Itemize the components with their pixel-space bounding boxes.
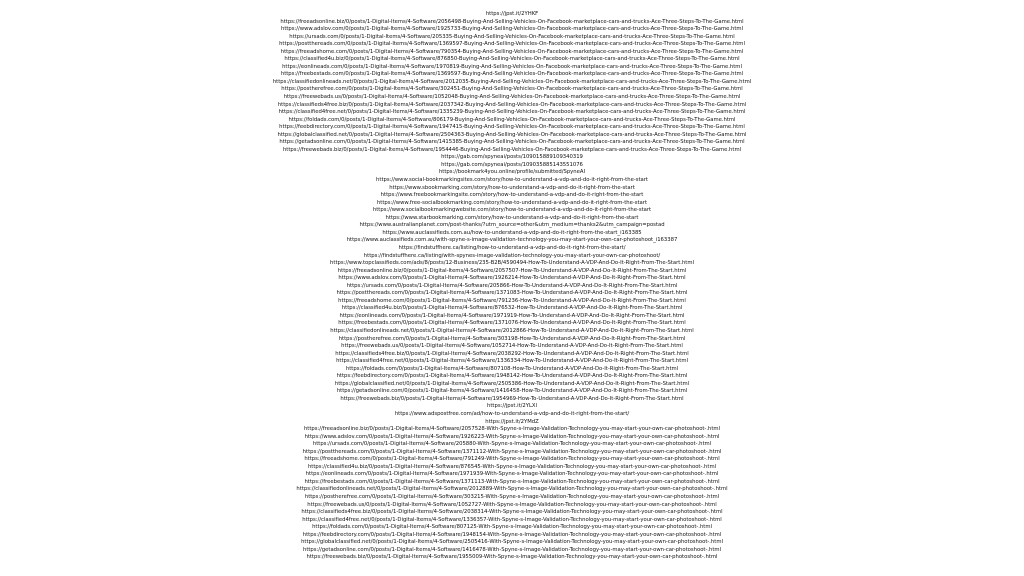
- url-line: https://gab.com/spyneai/posts/109035885143551076: [441, 161, 583, 168]
- url-line: https://freeadsonline.biz/0/posts/1-Digital-Items/4-Software/2057528-With-Spyne-s-Image-Validation-Technology-you-may-start-your-own-car-photoshoot-.html: [303, 426, 721, 433]
- url-line: https://postthereads.com/0/posts/1-Digital-Items/4-Software/1369597-Buying-And-Selling-Vehicles-On-Facebook-marketplace-cars-and-trucks-Ace-Three-Steps-To-The-Game.html: [279, 41, 745, 48]
- url-line: https://www.free-socialbookmarking.com/story/how-to-understand-a-vdp-and-do-it-right-from-the-start: [376, 199, 648, 206]
- url-line: https://classified4free.net/0/posts/1-Digital-Items/4-Software/1336334-How-To-Understand-A-VDP-And-Do-It-Right-From-The-Start.html: [336, 358, 688, 365]
- url-line: https://foldads.com/0/posts/1-Digital-Items/4-Software/806179-Buying-And-Selling-Vehicles-On-Facebook-marketplace-cars-and-trucks-Ace-Three-Steps-To-The-Game.html: [288, 116, 736, 123]
- url-line: https://classifieds4free.biz/0/posts/1-Digital-Items/4-Software/2038292-How-To-Understand-A-VDP-And-Do-It-Right-From-The-Start.html: [335, 350, 689, 357]
- url-line: https://jpst.it/2YHKF: [485, 11, 539, 17]
- url-line: https://jpst.it/2YLXl: [487, 403, 537, 410]
- url-line: https://feebdirectory.com/0/posts/1-Digital-Items/4-Software/1948154-With-Spyne-s-Image-Validation-Technology-you-may-start-your-own-car-photoshoot-.html: [302, 531, 722, 538]
- url-line: https://freewebads.biz/0/posts/1-Digital-Items/4-Software/1955009-With-Spyne-s-Image-Validation-Technology-you-may-start-your-own-car-photoshoot-.html: [306, 554, 718, 561]
- url-line: https://globalclassified.net/0/posts/1-Digital-Items/4-Software/2505416-With-Spyne-s-Image-Validation-Technology-you-may-start-your-own-car-photoshoot-.html: [301, 539, 723, 546]
- url-line: https://foldads.com/0/posts/1-Digital-Items/4-Software/807108-How-To-Understand-A-VDP-And-Do-It-Right-From-The-Start.html: [345, 365, 679, 372]
- url-line: https://globalclassified.net/0/posts/1-Digital-Items/4-Software/2504363-Buying-And-Selling-Vehicles-On-Facebook-marketplace-cars-and-trucks-Ace-Three-Steps-To-The-Game.html: [277, 131, 747, 138]
- url-line: https://freewebads.biz/0/posts/1-Digital-Items/4-Software/1954969-How-To-Understand-A-VDP-And-Do-It-Right-From-The-Start.html: [340, 395, 684, 402]
- url-line: https://freeadsonline.biz/0/posts/1-Digital-Items/4-Software/2057507-How-To-Understand-A-VDP-And-Do-It-Right-From-The-Start.html: [337, 267, 687, 274]
- url-line: https://gab.com/spyneai/posts/109015889109340319: [441, 154, 583, 161]
- url-line: https://www.australianplanet.com/post-thanks/?utm_source=other&utm_medium=thanks2&utm_campaign=postad: [359, 222, 665, 229]
- url-line: https://findstuffhere.ca/listing/with-spynes-image-validation-technology-you-may-start-your-own-car-photoshoot/: [363, 252, 661, 259]
- url-line: https://postthereads.com/0/posts/1-Digital-Items/4-Software/1371083-How-To-Understand-A-VDP-And-Do-It-Right-From-The-Start.html: [336, 290, 688, 297]
- url-line: https://www.social-bookmarkingsites.com/story/how-to-understand-a-vdp-and-do-it-right-from-the-start: [376, 177, 648, 184]
- url-line: https://classifiedonlineads.net/0/posts/1-Digital-Items/4-Software/2012889-With-Spyne-s-Image-Validation-Technology-you-may-start-your-own-car-photoshoot-.html: [296, 486, 728, 493]
- url-line: https://ursads.com/0/posts/1-Digital-Items/4-Software/205880-With-Spyne-s-Image-Validation-Technology-you-may-start-your-own-car-photoshoot-.html: [312, 441, 712, 448]
- url-line: https://classified4u.biz/0/posts/1-Digital-Items/4-Software/876532-How-To-Understand-A-VDP-And-Do-It-Right-From-The-Start.html: [341, 305, 683, 312]
- url-line: https://www.adslov.com/0/posts/1-Digital-Items/4-Software/1926223-With-Spyne-s-Image-Validation-Technology-you-may-start-your-own-car-photoshoot-.html: [304, 433, 720, 440]
- url-line: https://postherefree.com/0/posts/1-Digital-Items/4-Software/303198-How-To-Understand-A-VDP-And-Do-It-Right-From-The-Start.html: [338, 335, 686, 342]
- url-line: https://www.starbookmarking.com/story/how-to-understand-a-vdp-and-do-it-right-from-the-start: [385, 214, 639, 221]
- url-line: https://www.socialbookmarkingwebsite.com/story/how-to-understand-a-vdp-and-do-it-right-from-the-start: [372, 207, 652, 214]
- url-line: https://freewebads.us/0/posts/1-Digital-Items/4-Software/1052048-Buying-And-Selling-Vehicles-On-Facebook-marketplace-cars-and-trucks-Ace-Three-Steps-To-The-Game.html: [283, 94, 741, 101]
- url-line: https://freeadshome.com/0/posts/1-Digital-Items/4-Software/790354-Buying-And-Selling-Vehicles-On-Facebook-marketplace-cars-and-trucks-Ace-Three-Steps-To-The-Game.html: [280, 48, 744, 55]
- url-line: https://freeadsonline.biz/0/posts/1-Digital-Items/4-Software/2056498-Buying-And-Selling-Vehicles-On-Facebook-marketplace-cars-and-trucks-Ace-Three-Steps-To-The-Game.html: [280, 18, 744, 25]
- url-line: https://postherefree.com/0/posts/1-Digital-Items/4-Software/303215-With-Spyne-s-Image-Validation-Technology-you-may-start-your-own-car-photoshoot-.html: [304, 494, 720, 500]
- url-line: https://ursads.com/0/posts/1-Digital-Items/4-Software/205866-How-To-Understand-A-VDP-And-Do-It-Right-From-The-Start.html: [346, 282, 678, 289]
- url-line: https://foldads.com/0/posts/1-Digital-Items/4-Software/807125-With-Spyne-s-Image-Validation-Technology-you-may-start-your-own-car-photoshoot-.html: [312, 524, 712, 531]
- url-line: https://classifiedonlineads.net/0/posts/1-Digital-Items/4-Software/2012866-How-To-Understand-A-VDP-And-Do-It-Right-From-The-Start.html: [330, 327, 694, 334]
- url-line: https://eonlineads.com/0/posts/1-Digital-Items/4-Software/1971939-With-Spyne-s-Image-Validation-Technology-you-may-start-your-own-car-photoshoot-.html: [305, 471, 719, 478]
- url-line: https://freebestads.com/0/posts/1-Digital-Items/4-Software/1369597-Buying-And-Selling-Vehicles-On-Facebook-marketplace-cars-and-trucks-Ace-Three-Steps-To-The-Game.html: [280, 71, 744, 78]
- url-line: https://classifiedonlineads.net/0/posts/1-Digital-Items/4-Software/2012035-Buying-And-Selling-Vehicles-On-Facebook-marketplace-cars-and-trucks-Ace-Three-Steps-To-The-Game.html: [272, 78, 752, 85]
- url-line: https://freebestads.com/0/posts/1-Digital-Items/4-Software/1371076-How-To-Understand-A-VDP-And-Do-It-Right-From-The-Start.html: [338, 320, 686, 327]
- url-line: https://freewebads.biz/0/posts/1-Digital-Items/4-Software/1954446-Buying-And-Selling-Vehicles-On-Facebook-marketplace-cars-and-trucks-Ace-Three-Steps-To-The-Game.html: [282, 146, 742, 153]
- url-line: https://ursads.com/0/posts/1-Digital-Items/4-Software/205335-Buying-And-Selling-Vehicles-On-Facebook-marketplace-cars-and-trucks-Ace-Three-Steps-To-The-Game.html: [289, 33, 735, 40]
- url-line: https://feebdirectory.com/0/posts/1-Digital-Items/4-Software/1948142-How-To-Understand-A-VDP-And-Do-It-Right-From-The-Start.html: [336, 373, 688, 380]
- url-line: https://www.auclassifieds.com.au/how-to-understand-a-vdp-and-do-it-right-from-the-start_i163385: [382, 229, 642, 236]
- document-page: [0, 11, 1024, 571]
- url-line: https://classified4u.biz/0/posts/1-Digital-Items/4-Software/876545-With-Spyne-s-Image-Validation-Technology-you-may-start-your-own-car-photoshoot-.html: [307, 463, 717, 470]
- url-line: https://classifieds4free.biz/0/posts/1-Digital-Items/4-Software/2037342-Buying-And-Selling-Vehicles-On-Facebook-marketplace-cars-and-trucks-Ace-Three-Steps-To-The-Game.html: [277, 101, 747, 108]
- url-line: https://postherefree.com/0/posts/1-Digital-Items/4-Software/302451-Buying-And-Selling-Vehicles-On-Facebook-marketplace-cars-and-trucks-Ace-Three-Steps-To-The-Game.html: [281, 86, 743, 93]
- url-line: https://getadsonline.com/0/posts/1-Digital-Items/4-Software/1416458-How-To-Understand-A-VDP-And-Do-It-Right-From-The-Start.html: [336, 388, 688, 395]
- url-line: https://www.sbookmarking.com/story/how-to-understand-a-vdp-and-do-it-right-from-the-start: [389, 184, 635, 191]
- url-line: https://freeadshome.com/0/posts/1-Digital-Items/4-Software/791236-How-To-Understand-A-VDP-And-Do-It-Right-From-The-Start.html: [338, 297, 686, 304]
- url-line: https://bookmark4you.online/profile/submitted/SpyneAI: [438, 169, 586, 176]
- url-line: https://findstuffhere.ca/listing/how-to-understand-a-vdp-and-do-it-right-from-the-start/: [398, 244, 626, 251]
- url-line: https://classified4free.net/0/posts/1-Digital-Items/4-Software/1336357-With-Spyne-s-Image-Validation-Technology-you-may-start-your-own-car-photoshoot-.html: [302, 516, 722, 523]
- url-line: https://www.adslov.com/0/posts/1-Digital-Items/4-Software/1925733-Buying-And-Selling-Vehicles-On-Facebook-marketplace-cars-and-trucks-Ace-Three-Steps-To-The-Game.html: [280, 26, 744, 33]
- url-line: https://classified4free.net/0/posts/1-Digital-Items/4-Software/1335239-Buying-And-Selling-Vehicles-On-Facebook-marketplace-cars-and-trucks-Ace-Three-Steps-To-The-Game.html: [278, 109, 746, 116]
- url-line: https://jpst.it/2YMdZ: [485, 418, 539, 425]
- url-line: https://eonlineads.com/0/posts/1-Digital-Items/4-Software/1971919-How-To-Understand-A-VDP-And-Do-It-Right-From-The-Start.html: [339, 312, 685, 319]
- url-line: https://www.freebookmarkingsite.com/story/how-to-understand-a-vdp-and-do-it-right-from-the-start: [380, 192, 644, 199]
- url-line: https://freeadshome.com/0/posts/1-Digital-Items/4-Software/791249-With-Spyne-s-Image-Validation-Technology-you-may-start-your-own-car-photoshoot-.html: [304, 456, 720, 463]
- url-line: https://classified4u.biz/0/posts/1-Digital-Items/4-Software/876850-Buying-And-Selling-Vehicles-On-Facebook-marketplace-cars-and-trucks-Ace-Three-Steps-To-The-Game.html: [284, 56, 740, 63]
- url-line: https://getadsonline.com/0/posts/1-Digital-Items/4-Software/1415385-Buying-And-Selling-Vehicles-On-Facebook-marketplace-cars-and-trucks-Ace-Three-Steps-To-The-Game.html: [279, 139, 745, 146]
- url-line: https://getadsonline.com/0/posts/1-Digital-Items/4-Software/1416478-With-Spyne-s-Image-Validation-Technology-you-may-start-your-own-car-photoshoot-.html: [302, 546, 722, 553]
- url-line: https://classifieds4free.biz/0/posts/1-Digital-Items/4-Software/2038314-With-Spyne-s-Image-Validation-Technology-you-may-start-your-own-car-photoshoot-.html: [301, 509, 723, 516]
- url-line: https://www.adspostfree.com/ad/how-to-understand-a-vdp-and-do-it-right-from-the-start/: [394, 410, 630, 417]
- url-line: https://www.topclassifieds.com/ads/8/posts/12-Business/235-B2B/4590494-How-To-Understand-A-VDP-And-Do-It-Right-From-The-Start.html: [330, 260, 694, 267]
- url-line: https://freewebads.us/0/posts/1-Digital-Items/4-Software/1052727-With-Spyne-s-Image-Validation-Technology-you-may-start-your-own-car-photoshoot-.html: [307, 501, 717, 508]
- url-line: https://postthereads.com/0/posts/1-Digital-Items/4-Software/1371112-With-Spyne-s-Image-Validation-Technology-you-may-start-your-own-car-photoshoot-.html: [302, 448, 722, 455]
- url-line: https://feebdirectory.com/0/posts/1-Digital-Items/4-Software/1947415-Buying-And-Selling-Vehicles-On-Facebook-marketplace-cars-and-trucks-Ace-Three-Steps-To-The-Game.html: [279, 124, 745, 131]
- url-line: https://globalclassified.net/0/posts/1-Digital-Items/4-Software/2505386-How-To-Understand-A-VDP-And-Do-It-Right-From-The-Start.html: [334, 380, 690, 387]
- url-list: [0, 11, 1024, 562]
- url-line: https://eonlineads.com/0/posts/1-Digital-Items/4-Software/1970819-Buying-And-Selling-Vehicles-On-Facebook-marketplace-cars-and-trucks-Ace-Three-Steps-To-The-Game.html: [282, 63, 742, 70]
- url-line: https://freebestads.com/0/posts/1-Digital-Items/4-Software/1371113-With-Spyne-s-Image-Validation-Technology-you-may-start-your-own-car-photoshoot-.html: [304, 478, 720, 485]
- url-line: https://www.adslov.com/0/posts/1-Digital-Items/4-Software/1926214-How-To-Understand-A-VDP-And-Do-It-Right-From-The-Start.html: [338, 275, 686, 282]
- url-line: https://freewebads.us/0/posts/1-Digital-Items/4-Software/1052714-How-To-Understand-A-VDP-And-Do-It-Right-From-The-Start.html: [341, 343, 683, 350]
- url-line: https://www.auclassifieds.com.au/with-spyne-s-image-validation-technology-you-may-start-your-own-car-photoshoot_i163387: [346, 237, 678, 244]
